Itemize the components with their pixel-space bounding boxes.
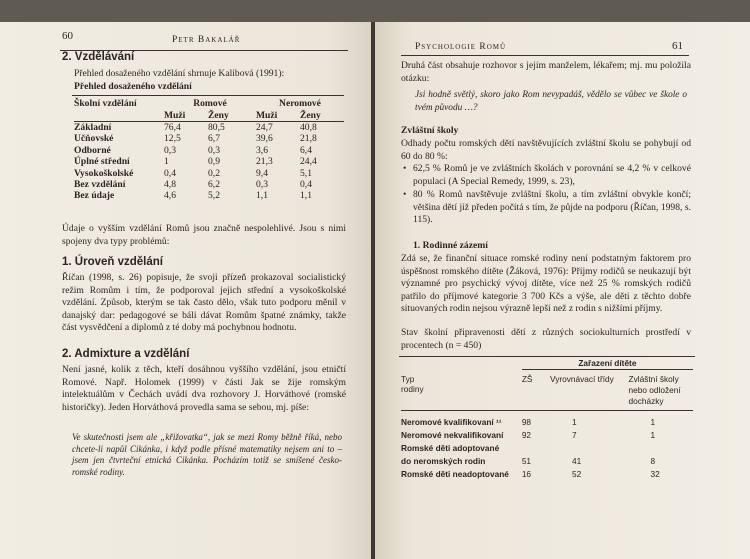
group-header-zarazeni: Zařazení dítěte xyxy=(522,358,693,370)
sub-header-muzi: Muži xyxy=(256,109,300,121)
sub-header-zeny: Ženy xyxy=(300,109,344,121)
table-row: Bez údaje 4,6 5,2 1,1 1,1 xyxy=(74,190,312,202)
paragraph-uroven: Říčan (1998, s. 26) popisuje, že svoji přízeň prokazoval socialistický režim Romům i tím, že podporoval jejich střední a vysokoškolské vzdělání. Způsob, kterým se tak často dělo, však tuto podporu měnil v danajský dar: pedagogové se báli dávat Romům špatné známky, takže část vysvědčení a diplomů z té doby má pochybnou hodnotu. xyxy=(62,272,346,334)
table-top-rule xyxy=(72,95,344,96)
table-row: Romské děti neadoptované 16 52 32 xyxy=(401,469,660,479)
right-page xyxy=(375,22,750,559)
col-header-zvlastni: Zvláštní školy nebo odložení docházky xyxy=(629,370,693,411)
group-header-romove: Romové xyxy=(193,98,227,110)
sub-header-muzi: Muži xyxy=(164,109,208,121)
left-page xyxy=(0,22,372,559)
quote-question: Jsi hodně světlý, skoro jako Rom nevypadáš, vědělo se vůbec ve škole o tvém původu …? xyxy=(415,90,687,113)
table-row: Bez vzdělání 4,8 6,2 0,3 0,4 xyxy=(74,178,312,190)
school-readiness-table xyxy=(401,358,693,482)
col-header-vyrovnavaci: Vyrovnávací třídy xyxy=(550,370,629,411)
col-header-zs: ZŠ xyxy=(522,370,550,411)
intro-text: Přehled dosaženého vzdělání shrnuje Kalibová (1991): xyxy=(74,68,285,79)
paragraph-reliability: Údaje o vyšším vzdělání Romů jsou značně nespolehlivé. Jsou s nimi spojeny dva typy problémů: xyxy=(62,223,346,247)
sub-header-zeny: Ženy xyxy=(208,109,256,121)
table-row: Učňovské 12,5 6,7 39,6 21,8 xyxy=(74,133,317,145)
bullet-dot: • xyxy=(403,163,407,174)
group-header-neromove: Neromové xyxy=(279,98,321,110)
table-row: Romské děti adoptované xyxy=(401,443,500,453)
table-row: Vysokoškolské 0,4 0,2 9,4 5,1 xyxy=(74,167,312,179)
subsection-title-admixture: 2. Admixture a vzdělání xyxy=(62,348,190,360)
paragraph-rozhovor: Druhá část obsahuje rozhovor s jejím manželem, lékařem; mj. mu položila otázku: xyxy=(401,60,691,84)
table-row: Neromové kvalifikovaní ¹¹ 98 1 1 xyxy=(401,417,656,427)
running-head-left: Petr Bakalář xyxy=(172,35,241,45)
title-rodinne-zazemi: 1. Rodinné zázemí xyxy=(413,240,488,251)
section-title-vzdelavani: 2. Vzdělávání xyxy=(62,51,135,63)
col-header-typ: Typ xyxy=(401,373,415,384)
col-header-education: Školní vzdělání xyxy=(74,98,137,110)
table-row: Odborné 0,3 0,3 3,6 6,4 xyxy=(74,144,312,156)
bullet-item-2: 80 % Romů navštěvuje zvláštní školu, a tím zvláštní obvykle končí; většina dětí již předen počítá s tím, že půjde na podporu (Říčan, 1998, s. 115). xyxy=(413,189,691,226)
table-row: do neromských rodin 51 41 8 xyxy=(401,456,656,466)
paragraph-zvlastni-skoly: Odhady počtu romských dětí navštěvujících zvláštní školu se pohybují od 60 do 80 %: xyxy=(401,138,691,162)
bullet-dot: • xyxy=(403,189,407,200)
table2-top-rule xyxy=(399,356,695,357)
col-header-rodiny: rodiny xyxy=(401,383,424,394)
table-title: Přehled dosaženého vzdělání xyxy=(74,81,192,92)
table-row: Úplné střední 1 0,9 21,3 24,4 xyxy=(74,156,317,168)
bullet-item-1: 62,5 % Romů je ve zvláštních školách v porovnání se 4,2 % v celkové populaci (A Special Remedy, 1999, s. 23), xyxy=(413,163,691,187)
page-number-right: 61 xyxy=(672,40,683,52)
paragraph-skolni-pripravenost: Stav školní připravenosti dětí z různých sociokulturních prostředí v procentech (n = 450) xyxy=(401,327,691,351)
subsection-title-uroven: 1. Úroveň vzdělání xyxy=(62,256,163,268)
paragraph-admixture: Není jasné, kolik z těch, kteří dosáhnou vyššího vzdělání, jsou etničtí Romové. Např. Holomek (1999) v části Jak se žije romským intelektuálům v Čechách uvádí dva rozhovory J. Horváthové (romské historičky). Jeden Horváthová provedla sama se sebou, mj. píše: xyxy=(62,364,346,413)
education-table xyxy=(74,98,344,202)
header-rule-right xyxy=(401,55,689,56)
paragraph-rodinne-zazemi: Zdá se, že finanční situace romské rodiny není podstatným faktorem pro úspěšnost romského dítěte (Žáková, 1976): Příjmy rodičů se neukazují být významné pro psychický vývoj dítěte, více než 25 % romských rodičů patřilo do příjmové kategorie 3 700 Kčs a výše, ale děti z těchto dobře situovaných rodin nejsou výrazně lepší než z rodin s nižšími příjmy. xyxy=(401,253,691,315)
table-row: Základní 76,4 80,5 24,7 40,8 xyxy=(74,121,317,133)
page-number-left: 60 xyxy=(62,30,73,42)
quote-horvathova: Ve skutečnosti jsem ale „křižovatka“, jak se mezi Romy běžně říká, nebo chcete-li napůl Cikánka, i když podle přísné matematiky nejsem ani to – jsem jen čtvrteční etnická Cikánka. Pocházím totiž se smíšené česko-romské rodiny. xyxy=(72,432,342,477)
table-row: Neromové nekvalifikovaní 92 7 1 xyxy=(401,430,656,440)
title-zvlastni-skoly: Zvláštní školy xyxy=(401,125,459,136)
running-head-right: Psychologie Romů xyxy=(415,42,507,52)
